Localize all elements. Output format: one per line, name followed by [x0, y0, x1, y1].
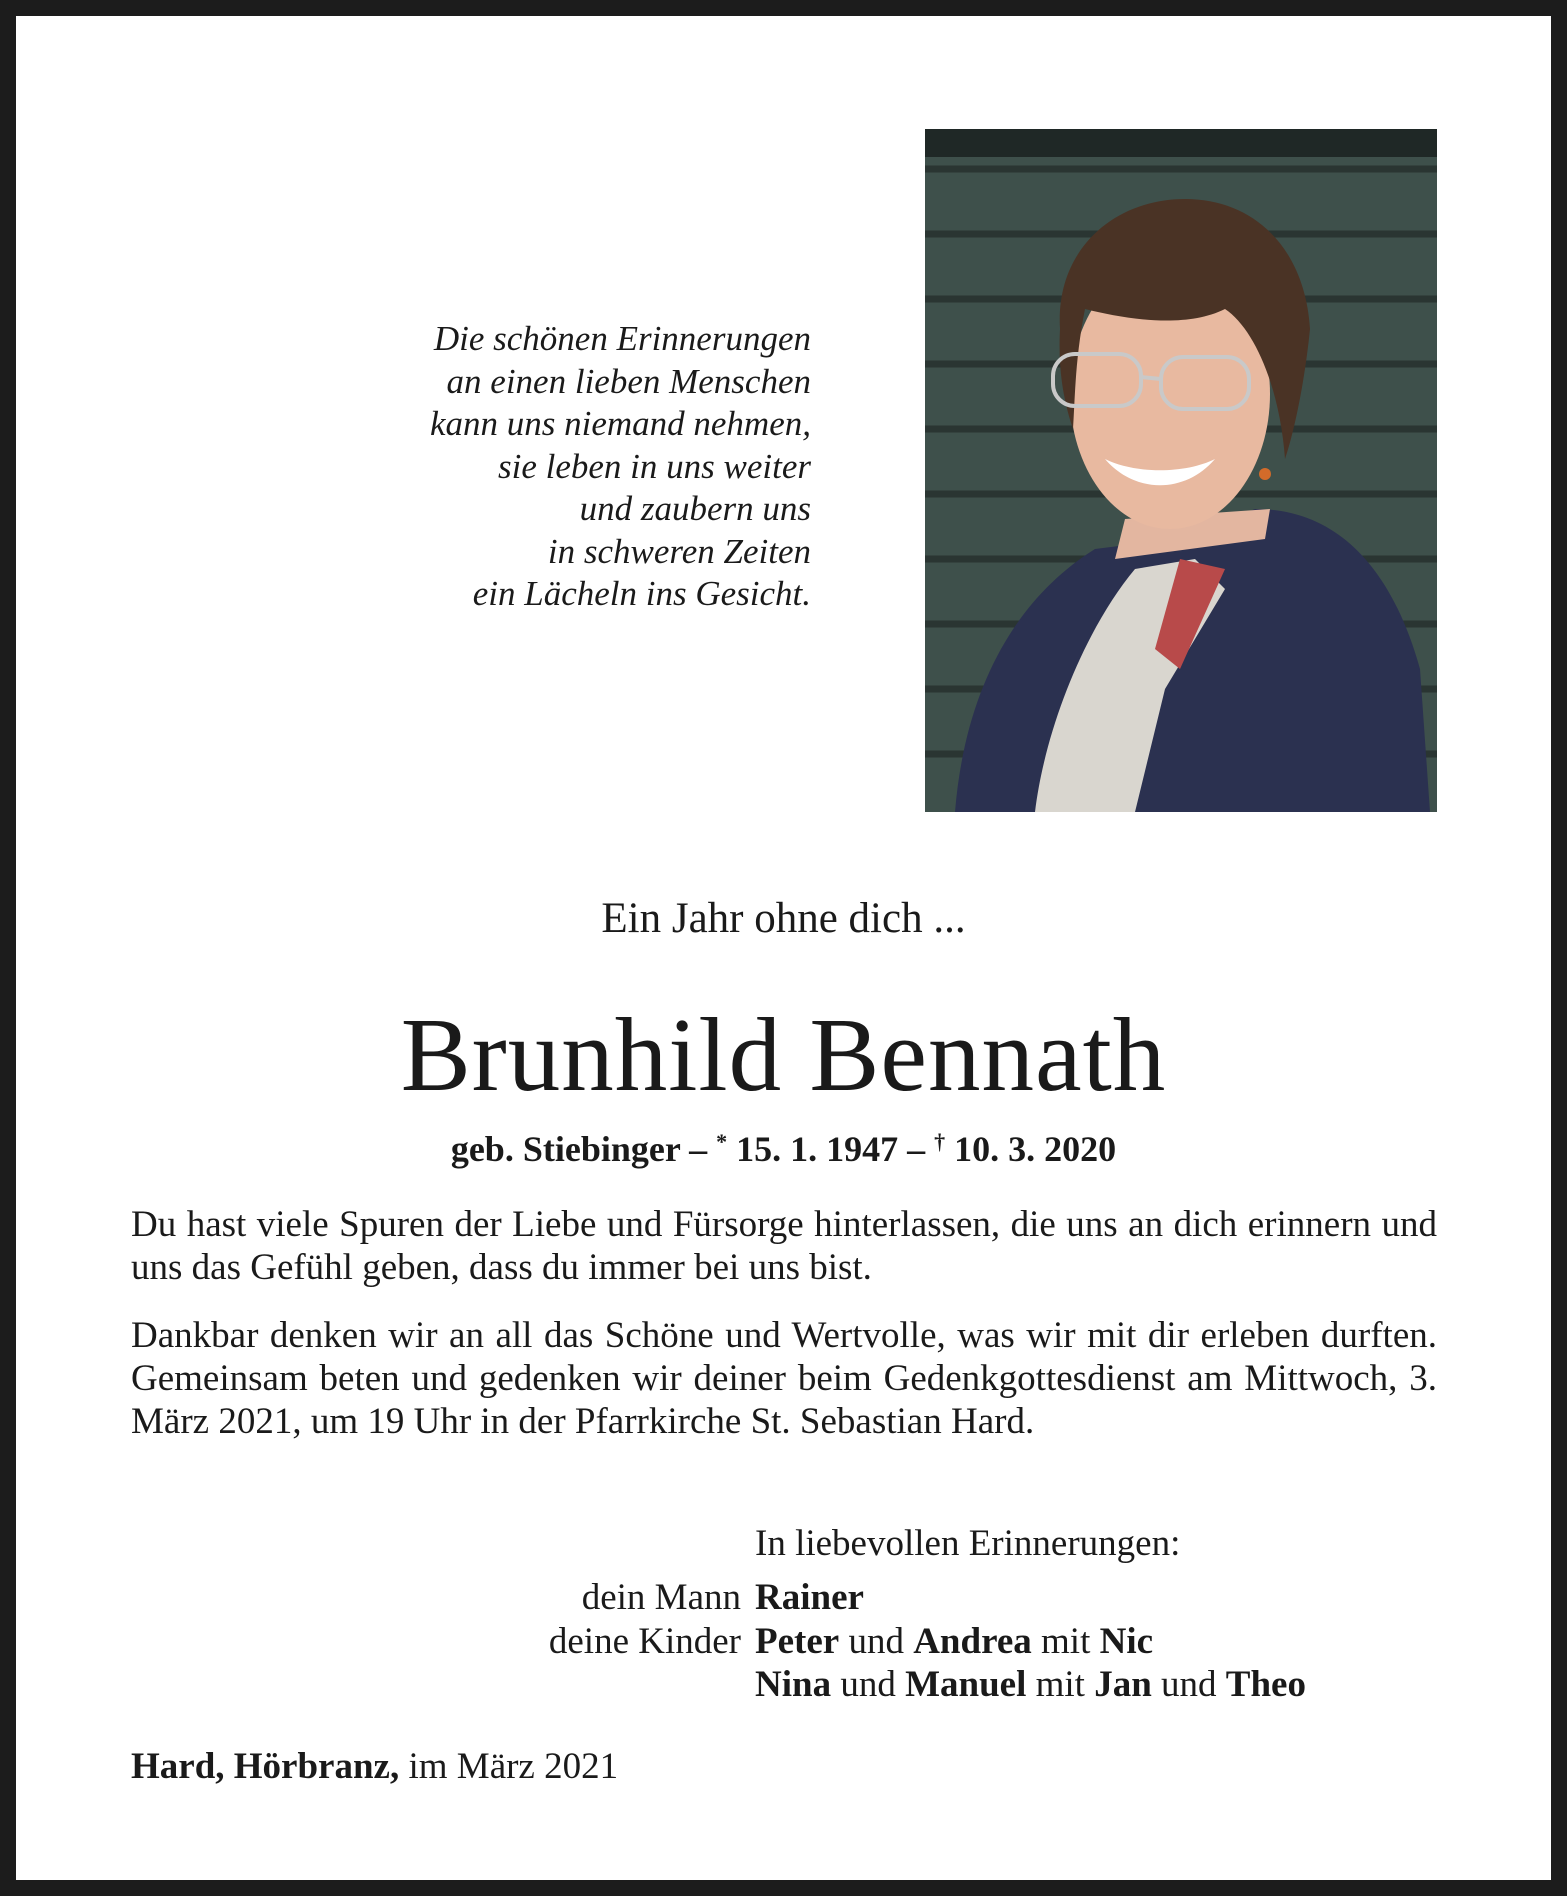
maiden-name: geb. Stiebinger — [450, 1129, 681, 1169]
place-and-date — [131, 1745, 618, 1789]
death-date: 10. 3. 2020 — [945, 1129, 1117, 1169]
quote-line: und zaubern uns — [579, 489, 811, 528]
mourner-names — [755, 1576, 864, 1619]
mourner-name: Nic — [1099, 1621, 1154, 1662]
death-symbol: † — [934, 1129, 946, 1154]
mourner-name: Rainer — [755, 1577, 864, 1618]
quote-line: sie leben in uns weiter — [497, 446, 811, 486]
mourner-names — [755, 1620, 1153, 1663]
connector: und — [1161, 1664, 1217, 1705]
quote-line: in schweren Zeiten — [547, 531, 811, 571]
connector: mit — [1035, 1664, 1085, 1705]
separator: – — [680, 1129, 717, 1169]
mourner-name: Andrea — [913, 1621, 1032, 1662]
birth-date: 15. 1. 1947 — [727, 1129, 899, 1169]
birth-symbol: * — [716, 1129, 728, 1154]
quote-line: an einen lieben Menschen — [446, 361, 811, 401]
connector: und — [840, 1664, 896, 1705]
date: im März 2021 — [399, 1746, 619, 1787]
quote-line: kann uns niemand nehmen, — [429, 404, 811, 443]
quote-line: Die schönen Erinnerungen — [433, 319, 811, 358]
portrait-photo — [925, 129, 1437, 812]
mourners-heading: In liebevollen Erinnerungen: — [755, 1523, 1181, 1564]
intro-text: Ein Jahr ohne dich ... — [601, 895, 966, 942]
places: Hard, Hörbranz, — [131, 1746, 400, 1787]
mourner-name: Nina — [755, 1664, 832, 1705]
portrait-illustration — [925, 129, 1437, 812]
separator: – — [898, 1129, 935, 1169]
connector: mit — [1041, 1621, 1091, 1662]
mourner-name: Theo — [1225, 1664, 1306, 1705]
mourner-name: Manuel — [905, 1664, 1027, 1705]
life-dates — [0, 1119, 1567, 1172]
quote-line: ein Lächeln ins Gesicht. — [472, 574, 811, 613]
mourner-name: Peter — [755, 1621, 840, 1662]
memorial-quote — [291, 318, 811, 616]
relation-label: dein Mann — [581, 1577, 741, 1618]
mourner-name: Jan — [1094, 1664, 1152, 1705]
paragraph: Du hast viele Spuren der Liebe und Fürsorge hinterlassen, die uns an dich erinnern und uns das Gefühl geben, dass du immer bei uns bist. — [131, 1204, 1437, 1288]
relation-label: deine Kinder — [548, 1621, 741, 1662]
mourner-names — [755, 1663, 1306, 1706]
paragraph: Dankbar denken wir an all das Schöne und Wertvolle, was wir mit dir erleben durften. Gemeinsam beten und gedenken wir deiner beim Gedenkgottesdienst am Mittwoch, 3. März 2021, um 19 Uhr in der Pfarrkirche St. Sebastian Hard. — [131, 1315, 1437, 1442]
deceased-name: Brunhild Bennath — [400, 996, 1167, 1113]
connector: und — [848, 1621, 904, 1662]
